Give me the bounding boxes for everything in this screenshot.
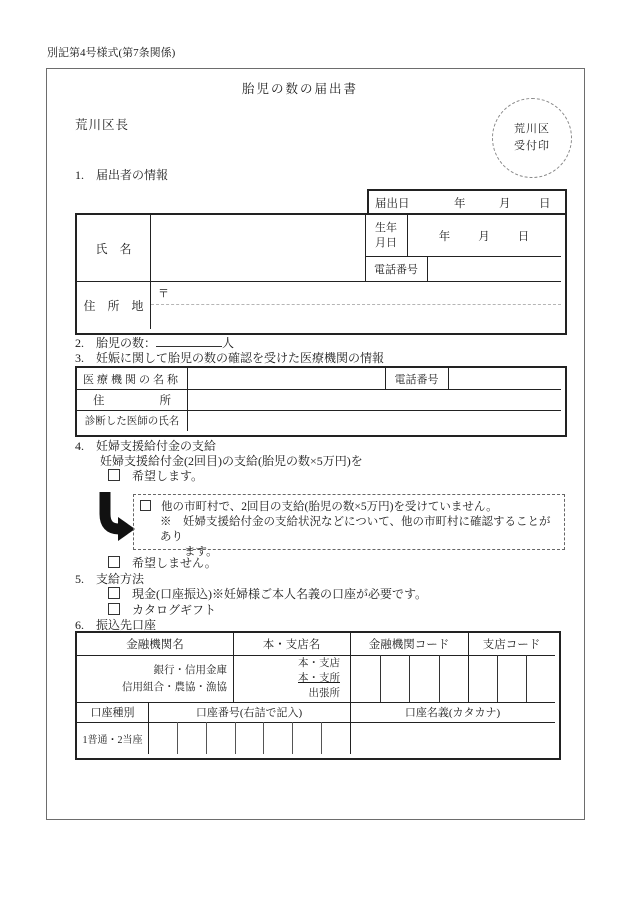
institution-phone-field[interactable] [449,369,561,388]
branch-code-header: 支店コード [482,639,541,651]
fetus-count-field[interactable] [156,334,222,347]
account-number-cell[interactable] [235,722,264,754]
account-type-header: 口座種別 [90,707,135,719]
option-yes-row [108,467,203,484]
notification-date-field[interactable] [409,191,561,211]
payment-gift-label: カタログギフト [132,603,217,617]
payment-gift-checkbox[interactable] [108,603,120,615]
branch-option-1: 本・支店 [298,658,340,669]
section6-heading: 6. 振込先口座 [75,618,157,632]
bank-types-line2: 信用組合・農協・漁協 [122,681,227,693]
branch-code-cell[interactable] [497,655,526,702]
doctor-name-field[interactable] [188,411,561,430]
branch-code-cell[interactable] [469,655,497,702]
birth-day-label: 日 [517,230,530,243]
section1-heading: 1. 届出者の情報 [75,168,169,182]
institution-name-label: 医療機関の名称 [83,373,181,386]
branch-code-cell[interactable] [526,655,555,702]
notification-date-label: 届出日 [375,198,410,210]
account-number-cell[interactable] [206,722,235,754]
branch-option-3: 出張所 [308,688,340,699]
account-number-cell[interactable] [263,722,292,754]
bank-code-header: 金融機関コード [368,639,450,651]
declaration-text: 他の市町村で、2回目の支給(胎児の数×5万円)を受けていません。 [161,501,498,513]
name-field[interactable] [151,216,364,280]
account-number-header: 口座番号(右詰で記入) [195,707,303,719]
declaration-row [140,500,558,515]
option-no-checkbox[interactable] [108,556,120,568]
section3-heading: 3. 妊娠に関して胎児の数の確認を受けた医療機関の情報 [75,351,385,365]
address-field[interactable] [151,282,561,328]
account-type-field[interactable]: 1普通・2当座 [82,734,143,746]
option-yes-label: 希望します。 [132,469,204,483]
payment-cash-label: 現金(口座振込)※妊婦様ご本人名義の口座が必要です。 [132,587,428,601]
birth-year-label: 年 [438,230,451,243]
birthdate-label: 生年 月日 [375,221,397,249]
bank-code-cell[interactable] [409,655,439,702]
institution-address-field[interactable] [188,390,561,409]
doctor-name-label: 診断した医師の氏名 [84,416,180,427]
page-title: 胎児の数の届出書 [241,82,358,96]
declaration-note-line1: ※ 妊婦支援給付金の支給状況などについて、他の市町村に確認することがあり [160,516,551,543]
bank-code-cell[interactable] [439,655,469,702]
option-yes-checkbox[interactable] [108,469,120,481]
bank-types-line1: 銀行・信用金庫 [153,664,227,676]
declaration-note-line2: ます。 [184,546,218,558]
applicant-table [75,213,567,335]
payment-cash-row [108,585,427,602]
notification-day-label: 日 [539,198,551,210]
bank-code-cells [351,655,468,702]
benefit-description: 妊婦支援給付金(2回目)の支給(胎児の数×5万円)を [100,454,363,468]
down-right-arrow-icon [95,492,135,544]
notification-month-label: 月 [499,198,511,210]
postal-mark: 〒 [158,288,169,300]
receipt-stamp-line1: 荒川区 [514,123,550,135]
receipt-stamp [492,98,572,178]
notification-date-row [367,189,567,215]
account-number-cells [149,722,350,754]
fetus-count-label: 2. 胎児の数： [75,336,157,350]
address-label: 住 所 地 [83,298,144,313]
birth-month-label: 月 [478,230,490,243]
addressee-label: 荒川区長 [75,118,130,132]
bank-name-field[interactable] [77,655,233,702]
declaration-box [133,494,565,558]
fetus-count-unit: 人 [222,336,235,350]
branch-name-header: 本・支店名 [262,639,321,651]
institution-phone-label: 電話番号 [394,373,439,386]
account-name-header: 口座名義(カタカナ) [404,707,501,719]
phone-label: 電話番号 [374,263,418,276]
notification-year-label: 年 [454,198,466,210]
declaration-checkbox[interactable] [140,500,151,511]
institution-address-label: 住 所 [93,394,171,407]
account-number-cell[interactable] [292,722,321,754]
branch-name-field[interactable] [233,655,350,702]
medical-table [75,366,567,437]
section4-heading: 4. 妊婦支援給付金の支給 [75,439,217,453]
birthdate-field[interactable] [407,215,561,256]
receipt-stamp-line2: 受付印 [514,140,550,152]
option-no-row [108,554,217,571]
account-number-cell[interactable] [177,722,206,754]
bank-code-cell[interactable] [351,655,380,702]
name-label: 氏 名 [95,241,132,256]
account-number-cell[interactable] [149,722,177,754]
bank-name-header: 金融機関名 [126,639,184,651]
payment-cash-checkbox[interactable] [108,587,120,599]
branch-option-2: 本・支所 [298,673,340,684]
bank-code-cell[interactable] [380,655,410,702]
institution-name-field[interactable] [188,369,384,388]
option-no-label: 希望しません。 [132,556,217,570]
account-name-field[interactable] [351,723,555,754]
form-number-label: 別記第4号様式(第7条関係) [47,47,176,59]
phone-field[interactable] [428,257,561,280]
account-number-cell[interactable] [321,722,350,754]
bank-account-table [75,631,561,760]
branch-code-cells [469,655,555,702]
section5-heading: 5. 支給方法 [75,572,145,586]
